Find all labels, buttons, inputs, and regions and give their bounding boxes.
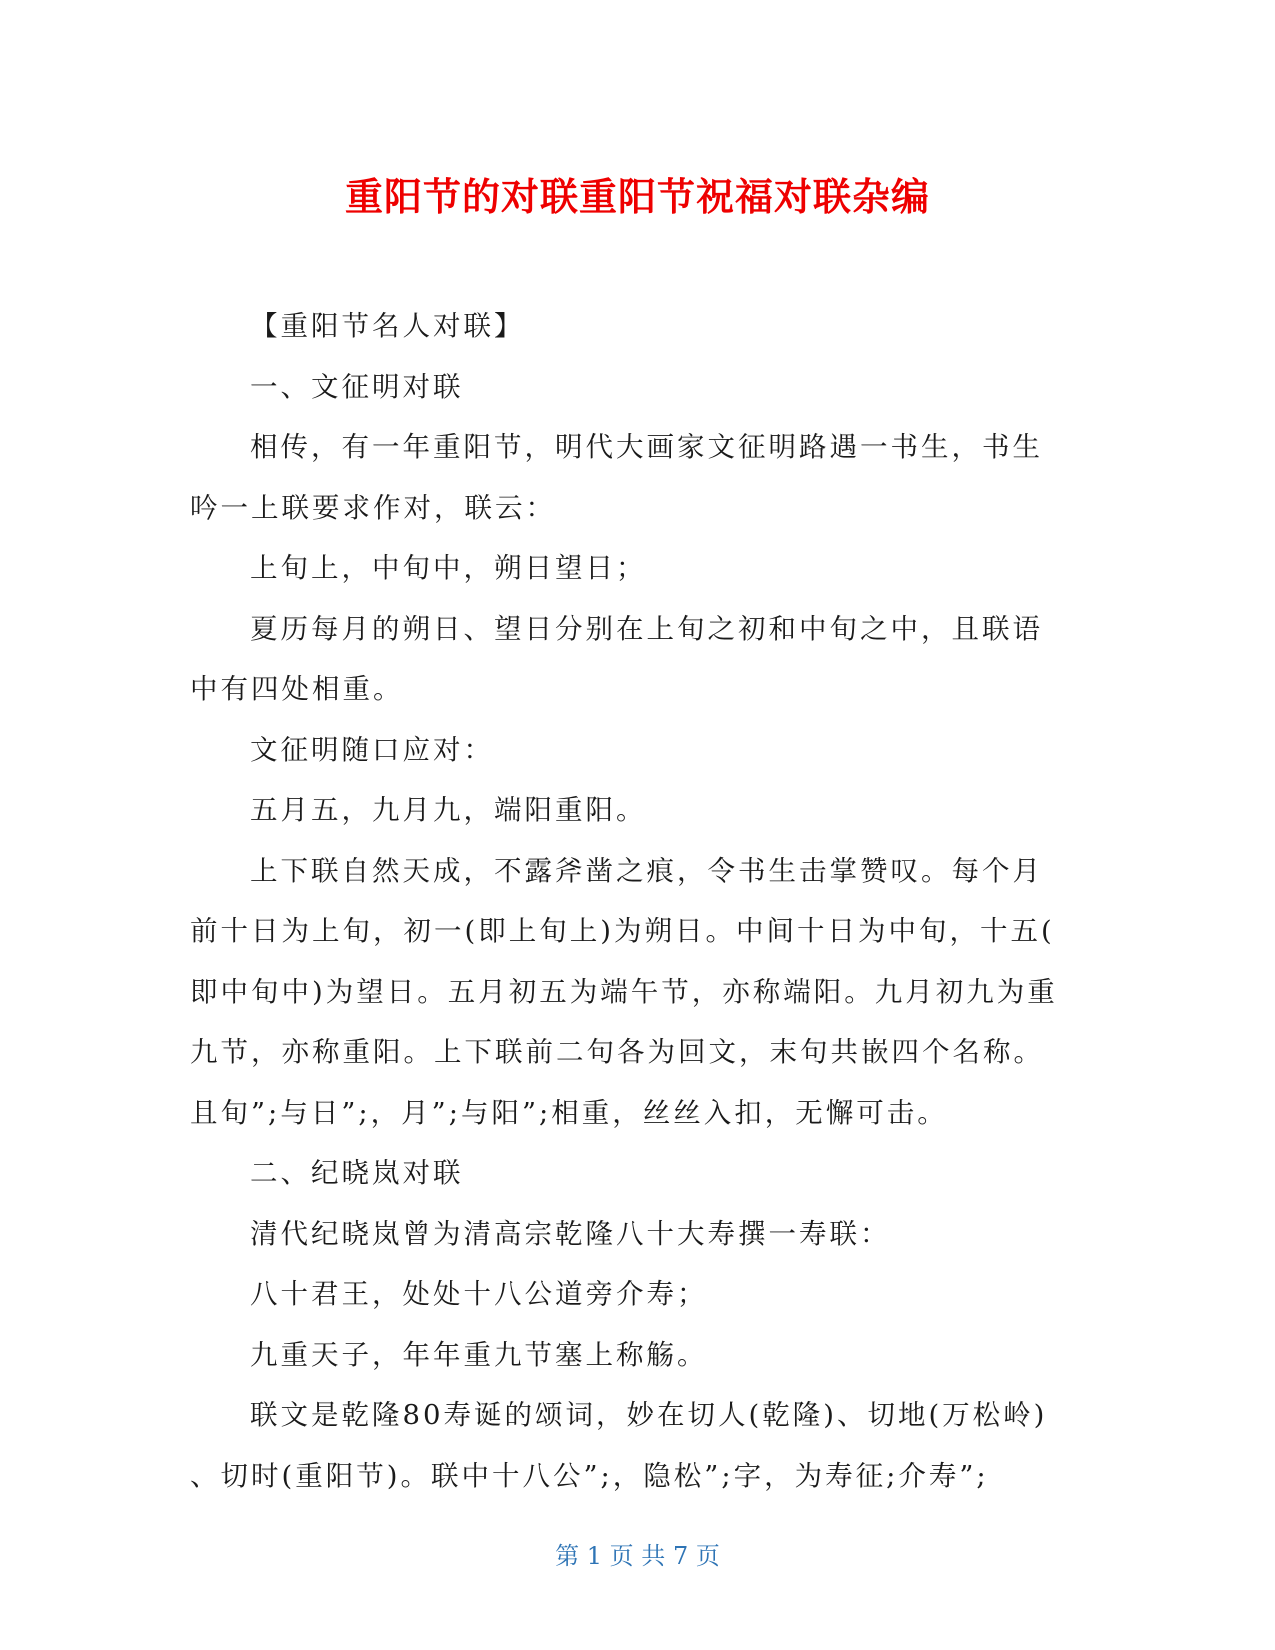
- body-line: 【重阳节名人对联】: [250, 310, 525, 342]
- body-line: 清代纪晓岚曾为清高宗乾隆八十大寿撰一寿联：: [250, 1217, 891, 1250]
- body-line: 九节，亦称重阳。上下联前二句各为回文，末句共嵌四个名称。: [190, 1036, 1044, 1068]
- body-line: 且旬”;与日”;，月”;与阳”;相重，丝丝入扣，无懈可击。: [190, 1096, 948, 1129]
- body-line: 即中旬中)为望日。五月初五为端午节，亦称端阳。九月初九为重: [190, 975, 1058, 1008]
- body-line: 夏历每月的朔日、望日分别在上旬之初和中旬之中，且联语: [250, 612, 1043, 645]
- body-line: 五月五，九月九，端阳重阳。: [250, 794, 647, 826]
- body-line: 九重天子，年年重九节塞上称觞。: [250, 1338, 708, 1371]
- body-line: 上旬上，中旬中，朔日望日；: [250, 552, 647, 584]
- document-title: 重阳节的对联重阳节祝福对联杂编: [344, 175, 930, 219]
- body-line: 中有四处相重。: [190, 673, 404, 705]
- body-line: 相传，有一年重阳节，明代大画家文征明路遇一书生，书生: [250, 431, 1043, 463]
- body-line: 吟一上联要求作对，联云：: [190, 491, 556, 524]
- body-line: 八十君王，处处十八公道旁介寿；: [250, 1278, 708, 1310]
- page-footer: 第 1 页 共 7 页: [555, 1542, 720, 1570]
- body-line: 二、纪晓岚对联: [250, 1157, 464, 1189]
- body-line: 上下联自然天成，不露斧凿之痕，令书生击掌赞叹。每个月: [250, 854, 1043, 887]
- body-line: 联文是乾隆80寿诞的颂词，妙在切人(乾隆)、切地(万松岭): [250, 1399, 1048, 1431]
- body-line: 一、文征明对联: [250, 370, 464, 403]
- body-line: 前十日为上旬，初一(即上旬上)为朔日。中间十日为中旬，十五(: [190, 915, 1055, 947]
- body-line: 文征明随口应对：: [250, 733, 494, 766]
- document-body: [190, 296, 1080, 1506]
- body-line: 、切时(重阳节)。联中十八公”;，隐松”;字，为寿征;介寿”;: [190, 1459, 989, 1492]
